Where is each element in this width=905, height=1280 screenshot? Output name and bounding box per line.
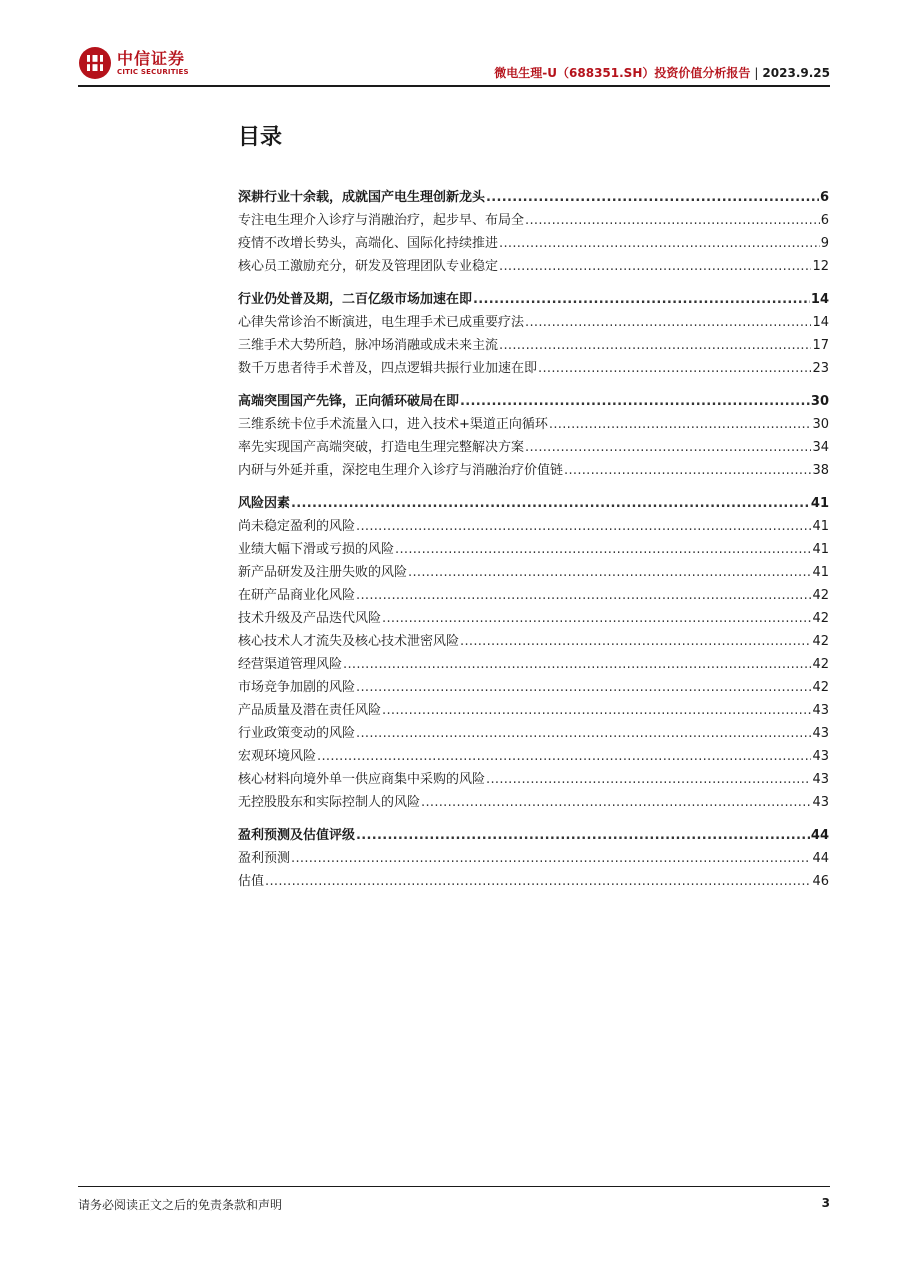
footer-divider (78, 1186, 830, 1187)
toc-entry-page: 12 (812, 259, 829, 274)
toc-leader-dots (356, 515, 811, 538)
toc-leader-dots (356, 584, 811, 607)
toc-subsection-entry[interactable] (238, 722, 829, 745)
toc-section-entry[interactable] (238, 390, 829, 413)
toc-section-entry[interactable] (238, 824, 829, 847)
toc-entry-page: 46 (812, 874, 829, 889)
report-title: 微电生理-U（688351.SH）投资价值分析报告 (494, 66, 751, 80)
toc-entry-page: 38 (812, 463, 829, 478)
toc-entry-label: 三维系统卡位手术流量入口，进入技术+渠道正向循环 (238, 417, 548, 432)
toc-entry-label: 三维手术大势所趋，脉冲场消融或成未来主流 (238, 338, 499, 353)
toc-entry-label: 在研产品商业化风险 (238, 588, 356, 603)
toc-leader-dots (473, 288, 810, 311)
toc-entry-page: 42 (812, 611, 829, 626)
toc-entry-page: 41 (812, 519, 829, 534)
toc-entry-label: 行业政策变动的风险 (238, 726, 356, 741)
toc-entry-page: 41 (812, 542, 829, 557)
toc-subsection-entry[interactable] (238, 538, 829, 561)
toc-leader-dots (356, 722, 811, 745)
toc-subsection-entry[interactable] (238, 791, 829, 814)
toc-entry-label: 核心材料向境外单一供应商集中采购的风险 (238, 772, 486, 787)
toc-leader-dots (460, 390, 810, 413)
logo-chinese-name: 中信证券 (117, 48, 186, 68)
header-divider (78, 85, 830, 87)
toc-entry-label: 技术升级及产品迭代风险 (238, 611, 382, 626)
toc-entry-label: 宏观环境风险 (238, 749, 317, 764)
toc-leader-dots (421, 791, 811, 814)
page-number: 3 (821, 1196, 830, 1210)
toc-entry-label: 专注电生理介入诊疗与消融治疗，起步早、布局全 (238, 213, 525, 228)
toc-entry-page: 17 (812, 338, 829, 353)
toc-entry-label: 新产品研发及注册失败的风险 (238, 565, 408, 580)
toc-entry-page: 42 (812, 680, 829, 695)
toc-leader-dots (525, 209, 820, 232)
toc-subsection-entry[interactable] (238, 870, 829, 893)
toc-leader-dots (395, 538, 811, 561)
toc-title: 目录 (238, 125, 283, 150)
toc-entry-page: 30 (812, 417, 829, 432)
toc-entry-page: 41 (810, 496, 829, 511)
header-separator: | (754, 66, 759, 80)
toc-subsection-entry[interactable] (238, 745, 829, 768)
toc-entry-page: 6 (820, 213, 829, 228)
toc-leader-dots (525, 436, 811, 459)
toc-leader-dots (564, 459, 811, 482)
toc-entry-label: 行业仍处普及期，二百亿级市场加速在即 (238, 292, 473, 307)
toc-leader-dots (538, 357, 811, 380)
toc-subsection-entry[interactable] (238, 768, 829, 791)
toc-subsection-entry[interactable] (238, 699, 829, 722)
toc-entry-label: 深耕行业十余载，成就国产电生理创新龙头 (238, 190, 486, 205)
toc-entry-label: 疫情不改增长势头，高端化、国际化持续推进 (238, 236, 499, 251)
toc-entry-page: 34 (812, 440, 829, 455)
toc-leader-dots (408, 561, 811, 584)
toc-entry-label: 尚未稳定盈利的风险 (238, 519, 356, 534)
logo-english-name: CITIC SECURITIES (117, 67, 189, 76)
toc-leader-dots (549, 413, 812, 436)
toc-entry-label: 盈利预测及估值评级 (238, 828, 356, 843)
toc-subsection-entry[interactable] (238, 459, 829, 482)
citic-logo-icon (78, 46, 112, 80)
toc-entry-label: 核心员工激励充分，研发及管理团队专业稳定 (238, 259, 499, 274)
toc-subsection-entry[interactable] (238, 232, 829, 255)
toc-subsection-entry[interactable] (238, 311, 829, 334)
toc-entry-page: 30 (810, 394, 829, 409)
toc-subsection-entry[interactable] (238, 515, 829, 538)
footer-disclaimer: 请务必阅读正文之后的免责条款和声明 (78, 1198, 283, 1212)
toc-leader-dots (291, 492, 810, 515)
toc-leader-dots (382, 607, 811, 630)
toc-leader-dots (486, 186, 819, 209)
toc-entry-label: 数千万患者待手术普及，四点逻辑共振行业加速在即 (238, 361, 538, 376)
toc-leader-dots (382, 699, 811, 722)
toc-subsection-entry[interactable] (238, 653, 829, 676)
toc-entry-page: 44 (812, 851, 829, 866)
toc-subsection-entry[interactable] (238, 561, 829, 584)
toc-subsection-entry[interactable] (238, 584, 829, 607)
toc-entry-label: 心律失常诊治不断演进，电生理手术已成重要疗法 (238, 315, 525, 330)
toc-entry-page: 43 (812, 703, 829, 718)
toc-leader-dots (265, 870, 811, 893)
toc-entry-label: 高端突围国产先锋，正向循环破局在即 (238, 394, 460, 409)
toc-leader-dots (317, 745, 811, 768)
toc-entry-label: 盈利预测 (238, 851, 291, 866)
toc-leader-dots (525, 311, 811, 334)
toc-leader-dots (291, 847, 811, 870)
toc-entry-label: 业绩大幅下滑或亏损的风险 (238, 542, 395, 557)
toc-entry-page: 6 (819, 190, 829, 205)
toc-entry-page: 44 (810, 828, 829, 843)
toc-entry-page: 43 (812, 772, 829, 787)
toc-entry-label: 无控股股东和实际控制人的风险 (238, 795, 421, 810)
toc-entry-page: 41 (812, 565, 829, 580)
toc-subsection-entry[interactable] (238, 209, 829, 232)
toc-entry-page: 23 (812, 361, 829, 376)
toc-leader-dots (460, 630, 811, 653)
toc-entry-page: 43 (812, 749, 829, 764)
table-of-contents (238, 186, 829, 893)
toc-entry-label: 率先实现国产高端突破，打造电生理完整解决方案 (238, 440, 525, 455)
toc-leader-dots (343, 653, 811, 676)
toc-leader-dots (499, 255, 811, 278)
toc-entry-label: 市场竞争加剧的风险 (238, 680, 356, 695)
toc-subsection-entry[interactable] (238, 630, 829, 653)
toc-entry-label: 估值 (238, 874, 265, 889)
toc-subsection-entry[interactable] (238, 255, 829, 278)
report-meta (494, 64, 830, 81)
toc-section-entry[interactable] (238, 492, 829, 515)
toc-subsection-entry[interactable] (238, 357, 829, 380)
toc-leader-dots (486, 768, 811, 791)
toc-subsection-entry[interactable] (238, 436, 829, 459)
toc-entry-page: 14 (812, 315, 829, 330)
page-header (78, 40, 830, 86)
toc-leader-dots (499, 232, 820, 255)
toc-entry-label: 风险因素 (238, 496, 291, 511)
report-date: 2023.9.25 (762, 66, 830, 80)
toc-section-entry[interactable] (238, 288, 829, 311)
toc-section-entry[interactable] (238, 186, 829, 209)
toc-subsection-entry[interactable] (238, 676, 829, 699)
toc-entry-page: 9 (820, 236, 829, 251)
toc-entry-label: 核心技术人才流失及核心技术泄密风险 (238, 634, 460, 649)
toc-entry-page: 14 (810, 292, 829, 307)
toc-subsection-entry[interactable] (238, 413, 829, 436)
toc-entry-page: 42 (812, 634, 829, 649)
toc-entry-label: 产品质量及潜在责任风险 (238, 703, 382, 718)
toc-entry-page: 43 (812, 795, 829, 810)
toc-subsection-entry[interactable] (238, 847, 829, 870)
toc-entry-label: 内研与外延并重，深挖电生理介入诊疗与消融治疗价值链 (238, 463, 564, 478)
toc-leader-dots (356, 676, 811, 699)
toc-subsection-entry[interactable] (238, 607, 829, 630)
toc-entry-label: 经营渠道管理风险 (238, 657, 343, 672)
toc-entry-page: 42 (812, 657, 829, 672)
toc-entry-page: 42 (812, 588, 829, 603)
citic-logo (78, 46, 189, 80)
toc-entry-page: 43 (812, 726, 829, 741)
toc-subsection-entry[interactable] (238, 334, 829, 357)
toc-leader-dots (356, 824, 810, 847)
toc-leader-dots (499, 334, 811, 357)
